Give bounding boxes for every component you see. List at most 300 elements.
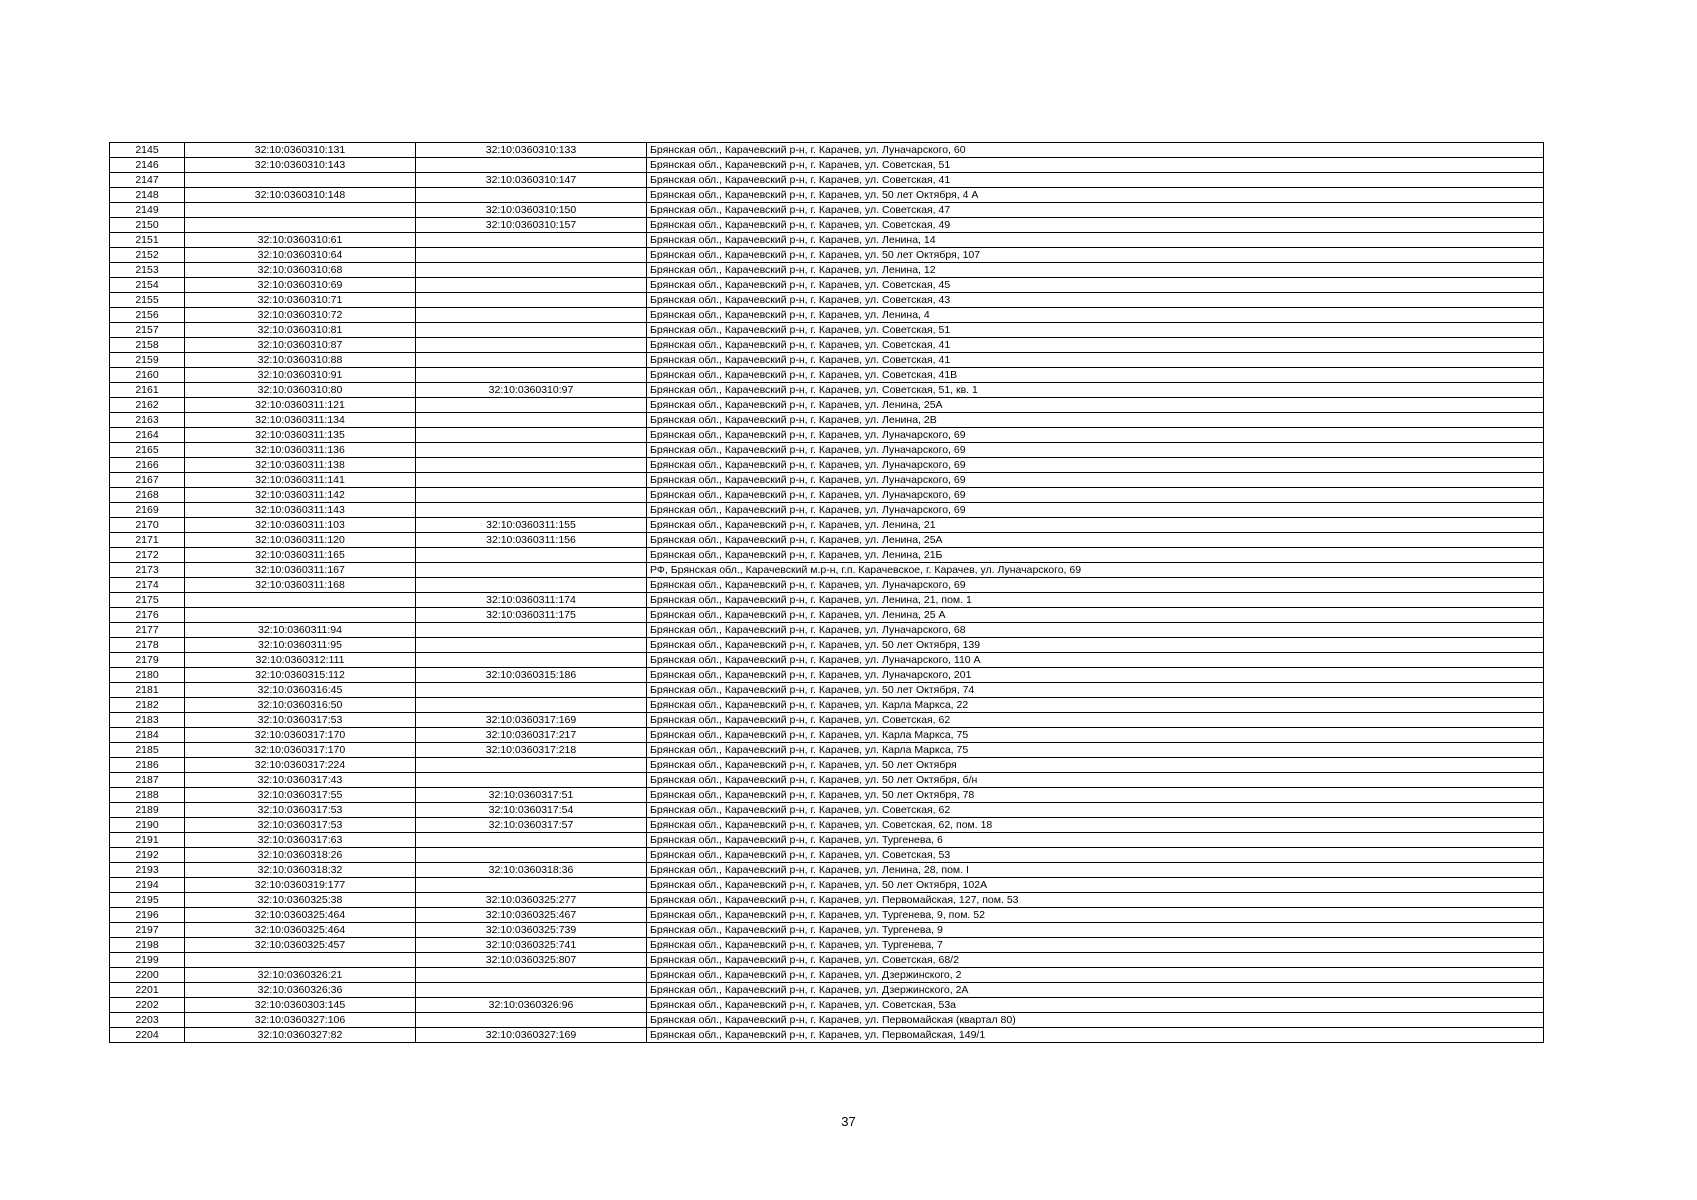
cadastral-number-cell: 32:10:0360310:87: [185, 338, 416, 353]
related-cadastral-number-cell: 32:10:0360315:186: [416, 668, 647, 683]
table-row: [110, 443, 1544, 458]
table-row: [110, 653, 1544, 668]
related-cadastral-number-cell: [416, 683, 647, 698]
table-row: [110, 308, 1544, 323]
related-cadastral-number-cell: [416, 833, 647, 848]
table-row: [110, 668, 1544, 683]
cadastral-number-cell: 32:10:0360311:165: [185, 548, 416, 563]
table-row: [110, 503, 1544, 518]
address-cell: Брянская обл., Карачевский р-н, г. Карачев, ул. Советская, 51: [647, 323, 1544, 338]
address-cell: Брянская обл., Карачевский р-н, г. Карачев, ул. 50 лет Октября, 78: [647, 788, 1544, 803]
table-row: [110, 683, 1544, 698]
row-number-cell: 2179: [110, 653, 185, 668]
address-cell: Брянская обл., Карачевский р-н, г. Карачев, ул. Луначарского, 110 А: [647, 653, 1544, 668]
table-row: [110, 863, 1544, 878]
address-cell: Брянская обл., Карачевский р-н, г. Карачев, ул. Советская, 62, пом. 18: [647, 818, 1544, 833]
table-row: [110, 428, 1544, 443]
row-number-cell: 2187: [110, 773, 185, 788]
row-number-cell: 2200: [110, 968, 185, 983]
row-number-cell: 2197: [110, 923, 185, 938]
row-number-cell: 2153: [110, 263, 185, 278]
address-cell: Брянская обл., Карачевский р-н, г. Карачев, ул. Советская, 41: [647, 338, 1544, 353]
table-row: [110, 158, 1544, 173]
address-cell: Брянская обл., Карачевский р-н, г. Карачев, ул. Дзержинского, 2: [647, 968, 1544, 983]
related-cadastral-number-cell: [416, 758, 647, 773]
table-row: [110, 788, 1544, 803]
table-row: [110, 458, 1544, 473]
address-cell: Брянская обл., Карачевский р-н, г. Карачев, ул. 50 лет Октября, 4 А: [647, 188, 1544, 203]
table-row: [110, 263, 1544, 278]
related-cadastral-number-cell: [416, 638, 647, 653]
row-number-cell: 2171: [110, 533, 185, 548]
cadastral-number-cell: 32:10:0360317:170: [185, 728, 416, 743]
row-number-cell: 2165: [110, 443, 185, 458]
related-cadastral-number-cell: [416, 248, 647, 263]
related-cadastral-number-cell: [416, 698, 647, 713]
cadastral-number-cell: 32:10:0360310:68: [185, 263, 416, 278]
cadastral-number-cell: 32:10:0360311:167: [185, 563, 416, 578]
cadastral-number-cell: 32:10:0360317:53: [185, 818, 416, 833]
table-row: [110, 188, 1544, 203]
related-cadastral-number-cell: 32:10:0360325:467: [416, 908, 647, 923]
related-cadastral-number-cell: 32:10:0360327:169: [416, 1028, 647, 1043]
address-cell: Брянская обл., Карачевский р-н, г. Карачев, ул. Ленина, 21Б: [647, 548, 1544, 563]
related-cadastral-number-cell: 32:10:0360317:218: [416, 743, 647, 758]
cadastral-number-cell: 32:10:0360311:120: [185, 533, 416, 548]
address-cell: Брянская обл., Карачевский р-н, г. Карачев, ул. 50 лет Октября, б/н: [647, 773, 1544, 788]
related-cadastral-number-cell: 32:10:0360310:150: [416, 203, 647, 218]
table-row: [110, 248, 1544, 263]
table-row: [110, 518, 1544, 533]
table-row: [110, 173, 1544, 188]
row-number-cell: 2203: [110, 1013, 185, 1028]
table-row: [110, 968, 1544, 983]
address-cell: Брянская обл., Карачевский р-н, г. Карачев, ул. Советская, 53а: [647, 998, 1544, 1013]
table-row: [110, 758, 1544, 773]
cadastral-number-cell: 32:10:0360319:177: [185, 878, 416, 893]
cadastral-number-cell: 32:10:0360327:82: [185, 1028, 416, 1043]
row-number-cell: 2185: [110, 743, 185, 758]
row-number-cell: 2189: [110, 803, 185, 818]
row-number-cell: 2149: [110, 203, 185, 218]
cadastral-number-cell: 32:10:0360317:43: [185, 773, 416, 788]
related-cadastral-number-cell: 32:10:0360311:156: [416, 533, 647, 548]
cadastral-number-cell: 32:10:0360310:72: [185, 308, 416, 323]
row-number-cell: 2161: [110, 383, 185, 398]
row-number-cell: 2174: [110, 578, 185, 593]
related-cadastral-number-cell: [416, 653, 647, 668]
address-cell: Брянская обл., Карачевский р-н, г. Карачев, ул. Ленина, 25А: [647, 533, 1544, 548]
cadastral-number-cell: [185, 203, 416, 218]
row-number-cell: 2202: [110, 998, 185, 1013]
row-number-cell: 2192: [110, 848, 185, 863]
address-cell: Брянская обл., Карачевский р-н, г. Карачев, ул. Советская, 51, кв. 1: [647, 383, 1544, 398]
related-cadastral-number-cell: [416, 188, 647, 203]
related-cadastral-number-cell: [416, 623, 647, 638]
related-cadastral-number-cell: 32:10:0360311:174: [416, 593, 647, 608]
related-cadastral-number-cell: [416, 563, 647, 578]
table-row: [110, 338, 1544, 353]
related-cadastral-number-cell: [416, 158, 647, 173]
address-cell: Брянская обл., Карачевский р-н, г. Карачев, ул. Луначарского, 69: [647, 443, 1544, 458]
table-row: [110, 233, 1544, 248]
related-cadastral-number-cell: [416, 338, 647, 353]
related-cadastral-number-cell: 32:10:0360310:157: [416, 218, 647, 233]
table-row: [110, 983, 1544, 998]
related-cadastral-number-cell: 32:10:0360310:97: [416, 383, 647, 398]
row-number-cell: 2178: [110, 638, 185, 653]
row-number-cell: 2151: [110, 233, 185, 248]
address-cell: Брянская обл., Карачевский р-н, г. Карачев, ул. Ленина, 12: [647, 263, 1544, 278]
row-number-cell: 2198: [110, 938, 185, 953]
cadastral-number-cell: 32:10:0360315:112: [185, 668, 416, 683]
address-cell: Брянская обл., Карачевский р-н, г. Карачев, ул. 50 лет Октября, 107: [647, 248, 1544, 263]
row-number-cell: 2177: [110, 623, 185, 638]
address-cell: Брянская обл., Карачевский р-н, г. Карачев, ул. 50 лет Октября: [647, 758, 1544, 773]
related-cadastral-number-cell: 32:10:0360311:155: [416, 518, 647, 533]
address-cell: Брянская обл., Карачевский р-н, г. Карачев, ул. Первомайская, 127, пом. 53: [647, 893, 1544, 908]
table-row: [110, 953, 1544, 968]
row-number-cell: 2163: [110, 413, 185, 428]
address-cell: Брянская обл., Карачевский р-н, г. Карачев, ул. Карла Маркса, 75: [647, 728, 1544, 743]
table-row: [110, 203, 1544, 218]
address-cell: Брянская обл., Карачевский р-н, г. Карачев, ул. Советская, 51: [647, 158, 1544, 173]
related-cadastral-number-cell: [416, 353, 647, 368]
cadastral-number-cell: 32:10:0360310:148: [185, 188, 416, 203]
cadastral-number-cell: 32:10:0360317:224: [185, 758, 416, 773]
related-cadastral-number-cell: [416, 968, 647, 983]
table-row: [110, 833, 1544, 848]
related-cadastral-number-cell: [416, 503, 647, 518]
cadastral-number-cell: [185, 173, 416, 188]
table-row: [110, 278, 1544, 293]
cadastral-number-cell: 32:10:0360310:143: [185, 158, 416, 173]
row-number-cell: 2170: [110, 518, 185, 533]
cadastral-number-cell: 32:10:0360310:61: [185, 233, 416, 248]
related-cadastral-number-cell: [416, 428, 647, 443]
address-cell: РФ, Брянская обл., Карачевский м.р-н, г.п. Карачевское, г. Карачев, ул. Луначарского, 69: [647, 563, 1544, 578]
row-number-cell: 2154: [110, 278, 185, 293]
address-cell: Брянская обл., Карачевский р-н, г. Карачев, ул. Первомайская, 149/1: [647, 1028, 1544, 1043]
address-cell: Брянская обл., Карачевский р-н, г. Карачев, ул. Ленина, 25А: [647, 398, 1544, 413]
address-cell: Брянская обл., Карачевский р-н, г. Карачев, ул. Луначарского, 69: [647, 578, 1544, 593]
table-row: [110, 638, 1544, 653]
row-number-cell: 2172: [110, 548, 185, 563]
related-cadastral-number-cell: [416, 293, 647, 308]
cadastral-number-cell: 32:10:0360325:464: [185, 923, 416, 938]
row-number-cell: 2184: [110, 728, 185, 743]
row-number-cell: 2199: [110, 953, 185, 968]
related-cadastral-number-cell: 32:10:0360317:57: [416, 818, 647, 833]
table-row: [110, 878, 1544, 893]
table-row: [110, 908, 1544, 923]
related-cadastral-number-cell: 32:10:0360318:36: [416, 863, 647, 878]
address-cell: Брянская обл., Карачевский р-н, г. Карачев, ул. Ленина, 25 А: [647, 608, 1544, 623]
cadastral-number-cell: 32:10:0360311:136: [185, 443, 416, 458]
cadastral-number-cell: 32:10:0360311:141: [185, 473, 416, 488]
table-row: [110, 923, 1544, 938]
related-cadastral-number-cell: [416, 233, 647, 248]
cadastral-number-cell: 32:10:0360317:53: [185, 713, 416, 728]
address-cell: Брянская обл., Карачевский р-н, г. Карачев, ул. Советская, 68/2: [647, 953, 1544, 968]
address-cell: Брянская обл., Карачевский р-н, г. Карачев, ул. Карла Маркса, 22: [647, 698, 1544, 713]
row-number-cell: 2150: [110, 218, 185, 233]
cadastral-number-cell: 32:10:0360311:168: [185, 578, 416, 593]
row-number-cell: 2190: [110, 818, 185, 833]
cadastral-number-cell: 32:10:0360316:45: [185, 683, 416, 698]
related-cadastral-number-cell: [416, 368, 647, 383]
table-row: [110, 563, 1544, 578]
related-cadastral-number-cell: [416, 983, 647, 998]
address-cell: Брянская обл., Карачевский р-н, г. Карачев, ул. Советская, 41: [647, 353, 1544, 368]
address-cell: Брянская обл., Карачевский р-н, г. Карачев, ул. Советская, 43: [647, 293, 1544, 308]
row-number-cell: 2175: [110, 593, 185, 608]
property-table: [109, 142, 1544, 1043]
address-cell: Брянская обл., Карачевский р-н, г. Карачев, ул. Первомайская (квартал 80): [647, 1013, 1544, 1028]
address-cell: Брянская обл., Карачевский р-н, г. Карачев, ул. Луначарского, 69: [647, 428, 1544, 443]
table-row: [110, 488, 1544, 503]
address-cell: Брянская обл., Карачевский р-н, г. Карачев, ул. Советская, 41: [647, 173, 1544, 188]
address-cell: Брянская обл., Карачевский р-н, г. Карачев, ул. Советская, 53: [647, 848, 1544, 863]
table-row: [110, 473, 1544, 488]
row-number-cell: 2173: [110, 563, 185, 578]
related-cadastral-number-cell: [416, 398, 647, 413]
table-row: [110, 818, 1544, 833]
table-row: [110, 323, 1544, 338]
row-number-cell: 2176: [110, 608, 185, 623]
table-row: [110, 743, 1544, 758]
related-cadastral-number-cell: [416, 308, 647, 323]
cadastral-number-cell: 32:10:0360310:71: [185, 293, 416, 308]
cadastral-number-cell: 32:10:0360310:69: [185, 278, 416, 293]
row-number-cell: 2157: [110, 323, 185, 338]
cadastral-number-cell: 32:10:0360325:464: [185, 908, 416, 923]
cadastral-number-cell: 32:10:0360311:138: [185, 458, 416, 473]
table-row: [110, 218, 1544, 233]
table-row: [110, 998, 1544, 1013]
address-cell: Брянская обл., Карачевский р-н, г. Карачев, ул. Луначарского, 69: [647, 488, 1544, 503]
cadastral-number-cell: 32:10:0360311:134: [185, 413, 416, 428]
row-number-cell: 2152: [110, 248, 185, 263]
row-number-cell: 2169: [110, 503, 185, 518]
related-cadastral-number-cell: 32:10:0360325:739: [416, 923, 647, 938]
related-cadastral-number-cell: [416, 278, 647, 293]
table-row: [110, 728, 1544, 743]
related-cadastral-number-cell: 32:10:0360310:133: [416, 143, 647, 158]
related-cadastral-number-cell: [416, 878, 647, 893]
table-row: [110, 623, 1544, 638]
row-number-cell: 2162: [110, 398, 185, 413]
cadastral-number-cell: 32:10:0360311:143: [185, 503, 416, 518]
row-number-cell: 2196: [110, 908, 185, 923]
cadastral-number-cell: 32:10:0360326:36: [185, 983, 416, 998]
cadastral-number-cell: 32:10:0360312:111: [185, 653, 416, 668]
related-cadastral-number-cell: [416, 323, 647, 338]
address-cell: Брянская обл., Карачевский р-н, г. Карачев, ул. Ленина, 28, пом. I: [647, 863, 1544, 878]
related-cadastral-number-cell: [416, 488, 647, 503]
related-cadastral-number-cell: [416, 458, 647, 473]
table-row: [110, 1028, 1544, 1043]
address-cell: Брянская обл., Карачевский р-н, г. Карачев, ул. Ленина, 21: [647, 518, 1544, 533]
table-row: [110, 383, 1544, 398]
table-row: [110, 893, 1544, 908]
related-cadastral-number-cell: 32:10:0360317:51: [416, 788, 647, 803]
table-row: [110, 848, 1544, 863]
address-cell: Брянская обл., Карачевский р-н, г. Карачев, ул. Тургенева, 9, пом. 52: [647, 908, 1544, 923]
table-row: [110, 413, 1544, 428]
cadastral-number-cell: [185, 608, 416, 623]
address-cell: Брянская обл., Карачевский р-н, г. Карачев, ул. Советская, 62: [647, 803, 1544, 818]
related-cadastral-number-cell: [416, 413, 647, 428]
table-row: [110, 803, 1544, 818]
row-number-cell: 2194: [110, 878, 185, 893]
address-cell: Брянская обл., Карачевский р-н, г. Карачев, ул. 50 лет Октября, 102А: [647, 878, 1544, 893]
cadastral-number-cell: 32:10:0360311:142: [185, 488, 416, 503]
related-cadastral-number-cell: 32:10:0360311:175: [416, 608, 647, 623]
table-row: [110, 578, 1544, 593]
address-cell: Брянская обл., Карачевский р-н, г. Карачев, ул. Луначарского, 201: [647, 668, 1544, 683]
row-number-cell: 2164: [110, 428, 185, 443]
row-number-cell: 2148: [110, 188, 185, 203]
related-cadastral-number-cell: 32:10:0360325:277: [416, 893, 647, 908]
row-number-cell: 2145: [110, 143, 185, 158]
cadastral-number-cell: [185, 953, 416, 968]
cadastral-number-cell: 32:10:0360317:55: [185, 788, 416, 803]
related-cadastral-number-cell: 32:10:0360317:169: [416, 713, 647, 728]
address-cell: Брянская обл., Карачевский р-н, г. Карачев, ул. Луначарского, 60: [647, 143, 1544, 158]
row-number-cell: 2158: [110, 338, 185, 353]
cadastral-number-cell: 32:10:0360311:135: [185, 428, 416, 443]
address-cell: Брянская обл., Карачевский р-н, г. Карачев, ул. Тургенева, 7: [647, 938, 1544, 953]
address-cell: Брянская обл., Карачевский р-н, г. Карачев, ул. 50 лет Октября, 74: [647, 683, 1544, 698]
table-row: [110, 398, 1544, 413]
row-number-cell: 2160: [110, 368, 185, 383]
row-number-cell: 2204: [110, 1028, 185, 1043]
address-cell: Брянская обл., Карачевский р-н, г. Карачев, ул. Советская, 62: [647, 713, 1544, 728]
related-cadastral-number-cell: 32:10:0360317:217: [416, 728, 647, 743]
cadastral-number-cell: 32:10:0360317:63: [185, 833, 416, 848]
row-number-cell: 2155: [110, 293, 185, 308]
address-cell: Брянская обл., Карачевский р-н, г. Карачев, ул. Советская, 47: [647, 203, 1544, 218]
property-table-body: [110, 143, 1544, 1043]
address-cell: Брянская обл., Карачевский р-н, г. Карачев, ул. Луначарского, 69: [647, 503, 1544, 518]
page-number: 37: [841, 1114, 856, 1129]
cadastral-number-cell: 32:10:0360318:26: [185, 848, 416, 863]
table-row: [110, 608, 1544, 623]
row-number-cell: 2182: [110, 698, 185, 713]
table-row: [110, 548, 1544, 563]
row-number-cell: 2181: [110, 683, 185, 698]
row-number-cell: 2193: [110, 863, 185, 878]
table-row: [110, 533, 1544, 548]
address-cell: Брянская обл., Карачевский р-н, г. Карачев, ул. Дзержинского, 2А: [647, 983, 1544, 998]
table-row: [110, 938, 1544, 953]
table-row: [110, 773, 1544, 788]
row-number-cell: 2159: [110, 353, 185, 368]
table-row: [110, 1013, 1544, 1028]
cadastral-number-cell: 32:10:0360316:50: [185, 698, 416, 713]
related-cadastral-number-cell: 32:10:0360310:147: [416, 173, 647, 188]
cadastral-number-cell: [185, 218, 416, 233]
cadastral-number-cell: 32:10:0360310:91: [185, 368, 416, 383]
row-number-cell: 2188: [110, 788, 185, 803]
cadastral-number-cell: 32:10:0360310:88: [185, 353, 416, 368]
cadastral-number-cell: 32:10:0360311:103: [185, 518, 416, 533]
related-cadastral-number-cell: [416, 848, 647, 863]
address-cell: Брянская обл., Карачевский р-н, г. Карачев, ул. Советская, 41В: [647, 368, 1544, 383]
cadastral-number-cell: 32:10:0360311:94: [185, 623, 416, 638]
address-cell: Брянская обл., Карачевский р-н, г. Карачев, ул. Тургенева, 9: [647, 923, 1544, 938]
cadastral-number-cell: 32:10:0360325:38: [185, 893, 416, 908]
address-cell: Брянская обл., Карачевский р-н, г. Карачев, ул. Ленина, 14: [647, 233, 1544, 248]
address-cell: Брянская обл., Карачевский р-н, г. Карачев, ул. Советская, 45: [647, 278, 1544, 293]
table-row: [110, 368, 1544, 383]
row-number-cell: 2191: [110, 833, 185, 848]
cadastral-number-cell: 32:10:0360326:21: [185, 968, 416, 983]
row-number-cell: 2183: [110, 713, 185, 728]
table-row: [110, 713, 1544, 728]
row-number-cell: 2166: [110, 458, 185, 473]
related-cadastral-number-cell: 32:10:0360317:54: [416, 803, 647, 818]
related-cadastral-number-cell: [416, 548, 647, 563]
address-cell: Брянская обл., Карачевский р-н, г. Карачев, ул. Луначарского, 68: [647, 623, 1544, 638]
cadastral-number-cell: 32:10:0360310:131: [185, 143, 416, 158]
address-cell: Брянская обл., Карачевский р-н, г. Карачев, ул. Луначарского, 69: [647, 473, 1544, 488]
row-number-cell: 2180: [110, 668, 185, 683]
row-number-cell: 2156: [110, 308, 185, 323]
cadastral-number-cell: 32:10:0360318:32: [185, 863, 416, 878]
related-cadastral-number-cell: 32:10:0360325:807: [416, 953, 647, 968]
address-cell: Брянская обл., Карачевский р-н, г. Карачев, ул. Советская, 49: [647, 218, 1544, 233]
address-cell: Брянская обл., Карачевский р-н, г. Карачев, ул. Ленина, 21, пом. 1: [647, 593, 1544, 608]
address-cell: Брянская обл., Карачевский р-н, г. Карачев, ул. 50 лет Октября, 139: [647, 638, 1544, 653]
related-cadastral-number-cell: 32:10:0360326:96: [416, 998, 647, 1013]
cadastral-number-cell: [185, 593, 416, 608]
cadastral-number-cell: 32:10:0360311:121: [185, 398, 416, 413]
cadastral-number-cell: 32:10:0360325:457: [185, 938, 416, 953]
row-number-cell: 2146: [110, 158, 185, 173]
cadastral-number-cell: 32:10:0360317:53: [185, 803, 416, 818]
row-number-cell: 2195: [110, 893, 185, 908]
related-cadastral-number-cell: [416, 443, 647, 458]
cadastral-number-cell: 32:10:0360311:95: [185, 638, 416, 653]
address-cell: Брянская обл., Карачевский р-н, г. Карачев, ул. Карла Маркса, 75: [647, 743, 1544, 758]
cadastral-number-cell: 32:10:0360310:80: [185, 383, 416, 398]
address-cell: Брянская обл., Карачевский р-н, г. Карачев, ул. Тургенева, 6: [647, 833, 1544, 848]
cadastral-number-cell: 32:10:0360303:145: [185, 998, 416, 1013]
table-row: [110, 143, 1544, 158]
related-cadastral-number-cell: 32:10:0360325:741: [416, 938, 647, 953]
related-cadastral-number-cell: [416, 473, 647, 488]
cadastral-number-cell: 32:10:0360317:170: [185, 743, 416, 758]
related-cadastral-number-cell: [416, 1013, 647, 1028]
cadastral-number-cell: 32:10:0360310:64: [185, 248, 416, 263]
cadastral-number-cell: 32:10:0360327:106: [185, 1013, 416, 1028]
table-row: [110, 353, 1544, 368]
related-cadastral-number-cell: [416, 578, 647, 593]
address-cell: Брянская обл., Карачевский р-н, г. Карачев, ул. Ленина, 2В: [647, 413, 1544, 428]
table-row: [110, 293, 1544, 308]
table-row: [110, 698, 1544, 713]
related-cadastral-number-cell: [416, 263, 647, 278]
row-number-cell: 2147: [110, 173, 185, 188]
address-cell: Брянская обл., Карачевский р-н, г. Карачев, ул. Ленина, 4: [647, 308, 1544, 323]
row-number-cell: 2168: [110, 488, 185, 503]
row-number-cell: 2201: [110, 983, 185, 998]
row-number-cell: 2186: [110, 758, 185, 773]
table-row: [110, 593, 1544, 608]
address-cell: Брянская обл., Карачевский р-н, г. Карачев, ул. Луначарского, 69: [647, 458, 1544, 473]
